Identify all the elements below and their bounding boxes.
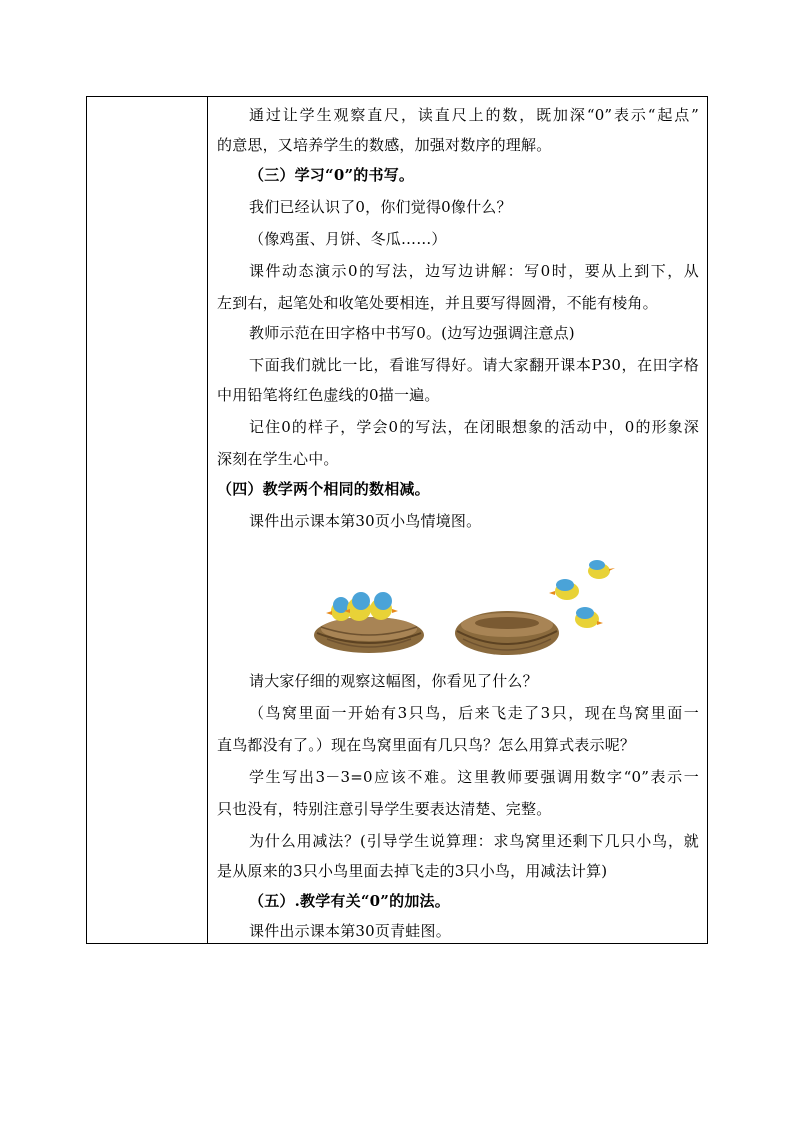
- lesson-content-cell: [209, 97, 707, 943]
- paragraph-line: 只也没有，特别注意引导学生要表达清楚、完整。: [217, 800, 552, 818]
- birds-nest-illustration: [209, 543, 707, 663]
- paragraph-line: 教师示范在田字格中书写0。(边写边强调注意点): [249, 324, 575, 342]
- paragraph-line: 为什么用减法？(引导学生说算理：求鸟窝里还剩下几只小鸟，就: [249, 832, 699, 850]
- paragraph-line: 左到右，起笔处和收笔处要相连，并且要写得圆滑，不能有棱角。: [217, 294, 658, 312]
- paragraph-line: 下面我们就比一比，看谁写得好。请大家翻开课本P30，在田字格: [249, 356, 699, 374]
- paragraph-line: 通过让学生观察直尺，读直尺上的数，既加深“0”表示“起点”: [249, 106, 699, 124]
- paragraph-line: 课件出示课本第30页青蛙图。: [249, 922, 451, 940]
- section-heading: （三）学习“0”的书写。: [249, 166, 415, 184]
- paragraph-line: 是从原来的3只小鸟里面去掉飞走的3只小鸟，用减法计算): [217, 862, 608, 880]
- paragraph-line: 学生写出3－3=0应该不难。这里教师要强调用数字“0”表示一: [249, 768, 699, 786]
- paragraph-line: 中用铅笔将红色虚线的0描一遍。: [217, 386, 440, 404]
- paragraph-line: 课件出示课本第30页小鸟情境图。: [249, 512, 482, 530]
- empty-nest-image: [455, 611, 559, 655]
- paragraph-line: 直鸟都没有了。）现在鸟窝里面有几只鸟？怎么用算式表示呢？: [217, 736, 636, 754]
- paragraph-line: （像鸡蛋、月饼、冬瓜……）: [249, 230, 447, 248]
- nest-with-birds-image: [314, 592, 424, 653]
- paragraph-line: 深刻在学生心中。: [217, 450, 339, 468]
- section-heading: （四）教学两个相同的数相减。: [217, 480, 430, 498]
- flying-birds-image: [549, 560, 615, 628]
- lesson-table: [86, 96, 708, 944]
- column-divider: [207, 97, 208, 943]
- section-heading: （五）.教学有关“0”的加法。: [249, 892, 450, 910]
- paragraph-line: 课件动态演示0的写法，边写边讲解：写0时，要从上到下，从: [249, 262, 699, 280]
- paragraph-line: 记住0的样子，学会0的写法，在闭眼想象的活动中，0的形象深: [249, 418, 699, 436]
- paragraph-line: 我们已经认识了0，你们觉得0像什么？: [249, 198, 512, 216]
- paragraph-line: 的意思，又培养学生的数感，加强对数序的理解。: [217, 136, 552, 154]
- paragraph-line: 请大家仔细的观察这幅图，你看见了什么？: [249, 672, 538, 690]
- paragraph-line: （鸟窝里面一开始有3只鸟，后来飞走了3只，现在鸟窝里面一: [249, 704, 699, 722]
